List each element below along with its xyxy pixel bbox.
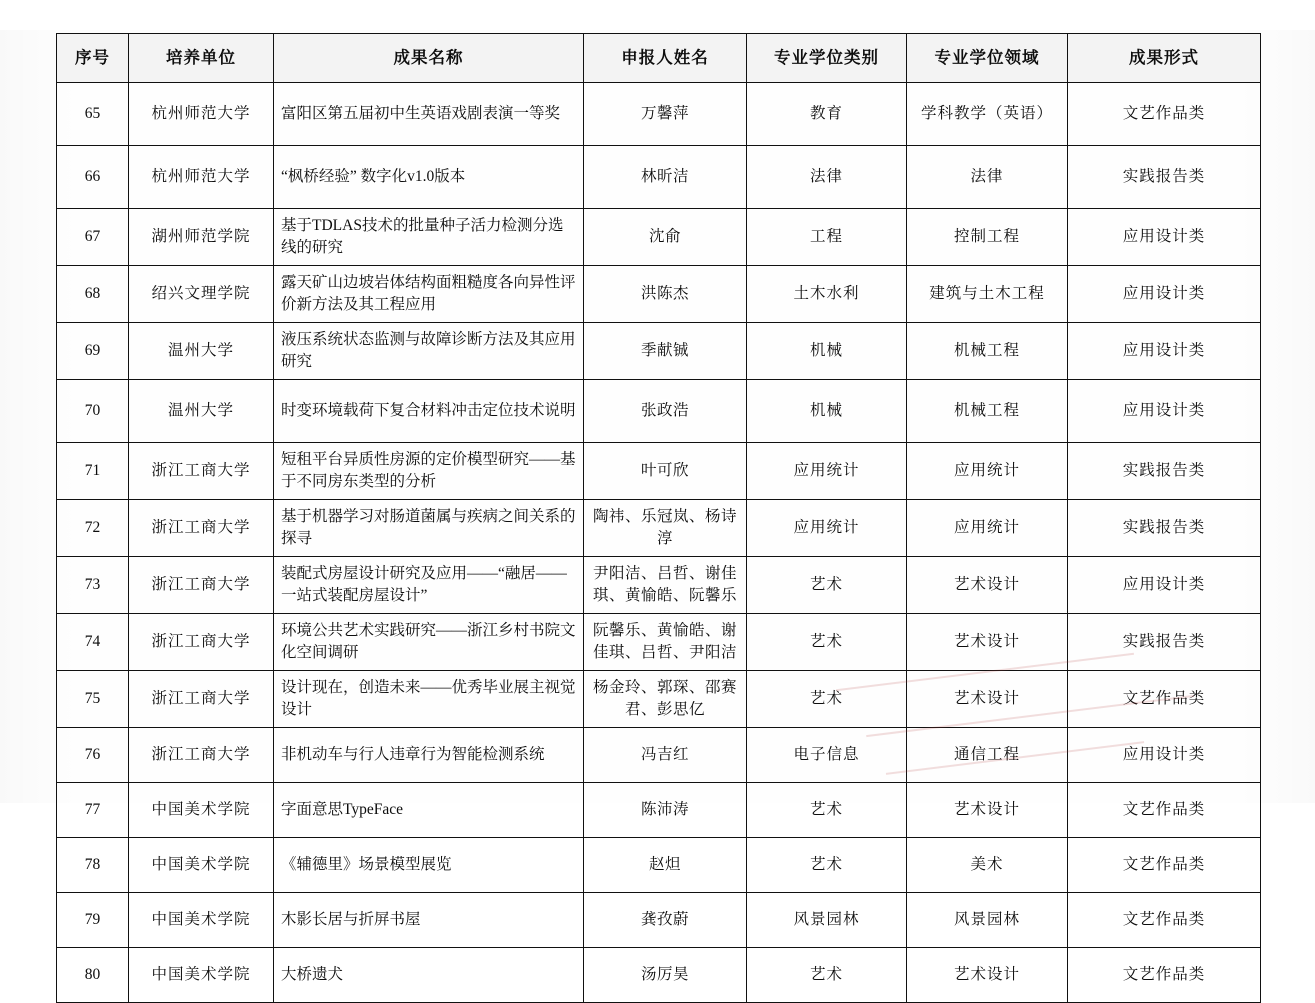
- table-row: [57, 380, 1261, 443]
- cell-category: 艺术: [747, 671, 907, 728]
- cell-form: 文艺作品类: [1068, 893, 1261, 948]
- cell-form: 实践报告类: [1068, 443, 1261, 500]
- column-header-category: 专业学位类别: [747, 34, 907, 83]
- table-row: [57, 443, 1261, 500]
- cell-field: 应用统计: [907, 443, 1068, 500]
- cell-form: 应用设计类: [1068, 323, 1261, 380]
- table-row: [57, 500, 1261, 557]
- table-row: [57, 838, 1261, 893]
- cell-name: 洪陈杰: [584, 266, 747, 323]
- table-row: [57, 146, 1261, 209]
- table-header-row: [57, 34, 1261, 83]
- cell-no: 72: [57, 500, 129, 557]
- cell-category: 应用统计: [747, 500, 907, 557]
- cell-form: 文艺作品类: [1068, 671, 1261, 728]
- column-header-no: 序号: [57, 34, 129, 83]
- cell-no: 79: [57, 893, 129, 948]
- cell-title: 液压系统状态监测与故障诊断方法及其应用研究: [274, 323, 584, 380]
- cell-no: 69: [57, 323, 129, 380]
- cell-unit: 温州大学: [129, 323, 274, 380]
- cell-title: 字面意思TypeFace: [274, 783, 584, 838]
- cell-form: 实践报告类: [1068, 146, 1261, 209]
- column-header-title: 成果名称: [274, 34, 584, 83]
- cell-category: 机械: [747, 380, 907, 443]
- cell-form: 应用设计类: [1068, 209, 1261, 266]
- cell-name: 阮馨乐、黄愉皓、谢佳琪、吕哲、尹阳洁: [584, 614, 747, 671]
- cell-category: 艺术: [747, 838, 907, 893]
- cell-title: 短租平台异质性房源的定价模型研究——基于不同房东类型的分析: [274, 443, 584, 500]
- table-body: [57, 83, 1261, 1003]
- cell-title: 基于TDLAS技术的批量种子活力检测分选线的研究: [274, 209, 584, 266]
- table-row: [57, 83, 1261, 146]
- cell-no: 67: [57, 209, 129, 266]
- cell-form: 文艺作品类: [1068, 783, 1261, 838]
- cell-category: 艺术: [747, 614, 907, 671]
- table-row: [57, 783, 1261, 838]
- cell-field: 学科教学（英语）: [907, 83, 1068, 146]
- cell-title: 木影长居与折屏书屋: [274, 893, 584, 948]
- cell-no: 65: [57, 83, 129, 146]
- table-header: [57, 34, 1261, 83]
- cell-unit: 绍兴文理学院: [129, 266, 274, 323]
- column-header-name: 申报人姓名: [584, 34, 747, 83]
- cell-no: 80: [57, 948, 129, 1003]
- results-table: [56, 33, 1261, 1003]
- cell-no: 78: [57, 838, 129, 893]
- cell-field: 艺术设计: [907, 557, 1068, 614]
- cell-category: 艺术: [747, 557, 907, 614]
- cell-no: 75: [57, 671, 129, 728]
- cell-category: 机械: [747, 323, 907, 380]
- cell-field: 建筑与土木工程: [907, 266, 1068, 323]
- cell-unit: 杭州师范大学: [129, 83, 274, 146]
- table-row: [57, 209, 1261, 266]
- cell-unit: 浙江工商大学: [129, 728, 274, 783]
- cell-unit: 中国美术学院: [129, 893, 274, 948]
- table-row: [57, 728, 1261, 783]
- cell-field: 法律: [907, 146, 1068, 209]
- cell-no: 77: [57, 783, 129, 838]
- cell-name: 陈沛涛: [584, 783, 747, 838]
- cell-form: 应用设计类: [1068, 557, 1261, 614]
- cell-unit: 浙江工商大学: [129, 614, 274, 671]
- cell-category: 艺术: [747, 783, 907, 838]
- cell-no: 66: [57, 146, 129, 209]
- cell-category: 教育: [747, 83, 907, 146]
- cell-name: 林昕洁: [584, 146, 747, 209]
- cell-title: 露天矿山边坡岩体结构面粗糙度各向异性评价新方法及其工程应用: [274, 266, 584, 323]
- cell-title: 环境公共艺术实践研究——浙江乡村书院文化空间调研: [274, 614, 584, 671]
- cell-form: 实践报告类: [1068, 500, 1261, 557]
- cell-category: 工程: [747, 209, 907, 266]
- cell-no: 70: [57, 380, 129, 443]
- cell-form: 应用设计类: [1068, 728, 1261, 783]
- cell-field: 艺术设计: [907, 671, 1068, 728]
- cell-form: 文艺作品类: [1068, 838, 1261, 893]
- column-header-form: 成果形式: [1068, 34, 1261, 83]
- cell-field: 机械工程: [907, 380, 1068, 443]
- cell-field: 机械工程: [907, 323, 1068, 380]
- cell-field: 美术: [907, 838, 1068, 893]
- cell-no: 74: [57, 614, 129, 671]
- page-top-margin: [0, 0, 1315, 30]
- cell-name: 万馨萍: [584, 83, 747, 146]
- cell-name: 龚孜蔚: [584, 893, 747, 948]
- table-row: [57, 893, 1261, 948]
- cell-title: 非机动车与行人违章行为智能检测系统: [274, 728, 584, 783]
- cell-name: 季献铖: [584, 323, 747, 380]
- cell-no: 76: [57, 728, 129, 783]
- table-row: [57, 671, 1261, 728]
- cell-name: 尹阳洁、吕哲、谢佳琪、黄愉皓、阮馨乐: [584, 557, 747, 614]
- table-row: [57, 948, 1261, 1003]
- table-row: [57, 557, 1261, 614]
- column-header-unit: 培养单位: [129, 34, 274, 83]
- cell-category: 土木水利: [747, 266, 907, 323]
- cell-name: 张政浩: [584, 380, 747, 443]
- cell-category: 风景园林: [747, 893, 907, 948]
- cell-name: 赵炟: [584, 838, 747, 893]
- cell-unit: 浙江工商大学: [129, 671, 274, 728]
- cell-unit: 温州大学: [129, 380, 274, 443]
- cell-unit: 湖州师范学院: [129, 209, 274, 266]
- cell-no: 68: [57, 266, 129, 323]
- cell-unit: 浙江工商大学: [129, 500, 274, 557]
- cell-title: “枫桥经验” 数字化v1.0版本: [274, 146, 584, 209]
- cell-name: 陶祎、乐冠岚、杨诗淳: [584, 500, 747, 557]
- cell-unit: 中国美术学院: [129, 838, 274, 893]
- cell-title: 设计现在，创造未来——优秀毕业展主视觉设计: [274, 671, 584, 728]
- cell-category: 艺术: [747, 948, 907, 1003]
- cell-name: 冯吉红: [584, 728, 747, 783]
- cell-form: 应用设计类: [1068, 266, 1261, 323]
- cell-category: 应用统计: [747, 443, 907, 500]
- cell-title: 基于机器学习对肠道菌属与疾病之间关系的探寻: [274, 500, 584, 557]
- cell-category: 法律: [747, 146, 907, 209]
- cell-form: 文艺作品类: [1068, 948, 1261, 1003]
- cell-field: 控制工程: [907, 209, 1068, 266]
- cell-name: 汤厉昊: [584, 948, 747, 1003]
- cell-unit: 中国美术学院: [129, 783, 274, 838]
- cell-title: 《辅德里》场景模型展览: [274, 838, 584, 893]
- table-row: [57, 266, 1261, 323]
- cell-unit: 浙江工商大学: [129, 557, 274, 614]
- cell-unit: 杭州师范大学: [129, 146, 274, 209]
- table-row: [57, 614, 1261, 671]
- cell-no: 71: [57, 443, 129, 500]
- cell-title: 装配式房屋设计研究及应用——“融居——一站式装配房屋设计”: [274, 557, 584, 614]
- cell-name: 杨金玲、郭琛、邵赛君、彭思亿: [584, 671, 747, 728]
- cell-field: 应用统计: [907, 500, 1068, 557]
- cell-form: 应用设计类: [1068, 380, 1261, 443]
- cell-title: 大桥遗犬: [274, 948, 584, 1003]
- cell-title: 富阳区第五届初中生英语戏剧表演一等奖: [274, 83, 584, 146]
- cell-field: 风景园林: [907, 893, 1068, 948]
- cell-name: 叶可欣: [584, 443, 747, 500]
- cell-unit: 浙江工商大学: [129, 443, 274, 500]
- cell-field: 艺术设计: [907, 783, 1068, 838]
- cell-form: 实践报告类: [1068, 614, 1261, 671]
- cell-field: 艺术设计: [907, 948, 1068, 1003]
- cell-name: 沈俞: [584, 209, 747, 266]
- cell-form: 文艺作品类: [1068, 83, 1261, 146]
- table-row: [57, 323, 1261, 380]
- cell-no: 73: [57, 557, 129, 614]
- cell-field: 艺术设计: [907, 614, 1068, 671]
- cell-unit: 中国美术学院: [129, 948, 274, 1003]
- cell-category: 电子信息: [747, 728, 907, 783]
- cell-field: 通信工程: [907, 728, 1068, 783]
- cell-title: 时变环境载荷下复合材料冲击定位技术说明: [274, 380, 584, 443]
- column-header-field: 专业学位领域: [907, 34, 1068, 83]
